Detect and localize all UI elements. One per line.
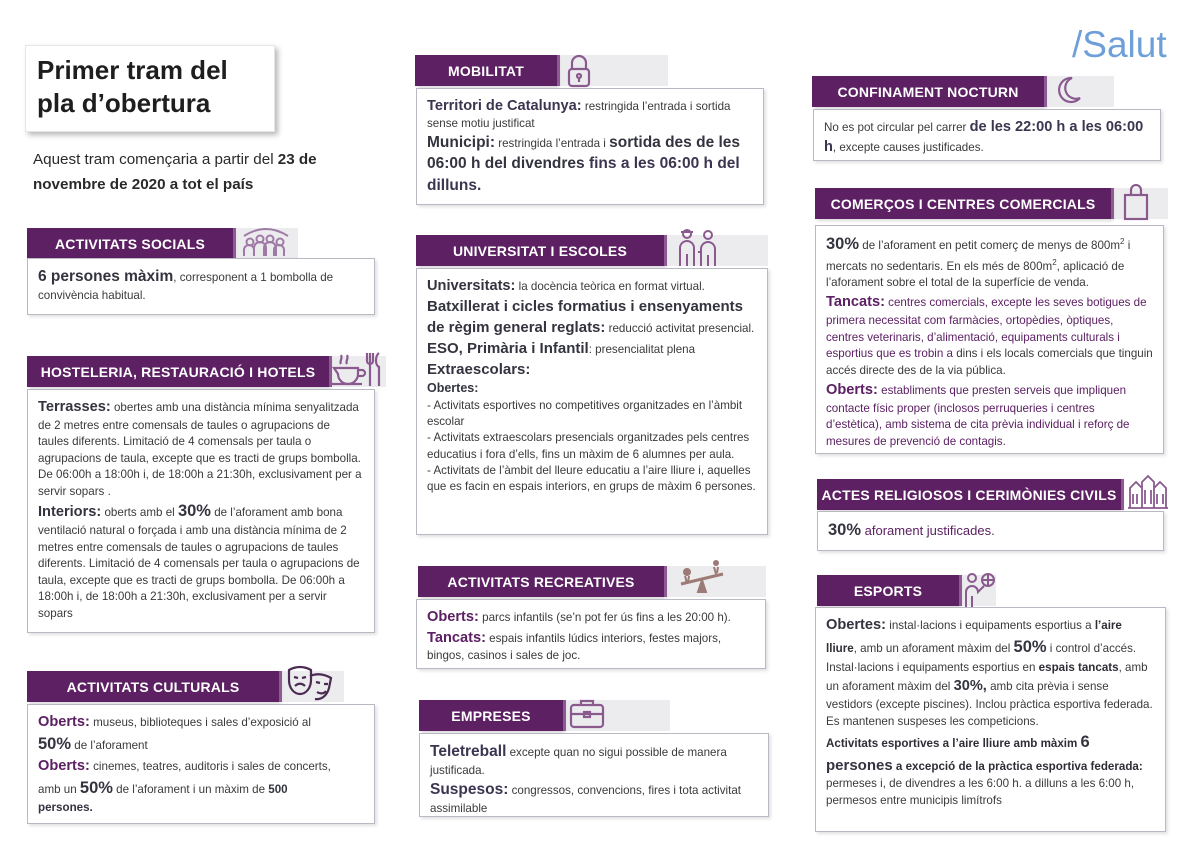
cultural-oberts2-lead: amb un — [38, 782, 80, 796]
esports-max-6: 6 — [1080, 732, 1090, 751]
esports-obertes-text: instal·lacions i equipaments esportius a — [886, 619, 1095, 632]
empreses-card — [419, 733, 769, 817]
esports-espais-tancats: espais tancats — [1038, 660, 1119, 674]
univ-item-2: - Activitats extraescolars presencials organitzades pels centres educatius i fora d’ells, fins un màxim de 6 alumnes per aula. — [427, 431, 750, 461]
comercos-card — [815, 225, 1164, 454]
salut-brand-logo: /Salut — [1072, 24, 1167, 65]
esports-text-f: permeses i, de divendres a les 6:00 h. a dilluns a les 6:00 h, permesos entre municipis limítrofs — [826, 777, 1135, 807]
cultural-oberts2-text: cinemes, teatres, auditoris i sales de concerts, — [89, 760, 331, 774]
mobilitat-card — [416, 88, 764, 205]
hostel-interiors-text-b: de l’aforament amb bona ventilació natural o forçada i amb una distància mínima de 2 metres entre comensals de taules o agrupacions de taules diferents. Limitació de 4 comensals per taula o agrupacions de taula, excepte que es tracti de grups bombolla. De 06:00h a 18:00h i, de 18:00h a 21:30h, exclusivament per a servir sopars — [38, 505, 360, 620]
recreatives-header: ACTIVITATS RECREATIVES — [418, 566, 664, 597]
intro-date: 23 de novembre de 2020 a tot el país — [33, 151, 317, 193]
univ-card — [416, 268, 768, 535]
confinament-text-a: No es pot circular pel carrer — [824, 121, 970, 134]
mobilitat-municipi-bold: sortida des de les 06:00 h del divendres — [427, 134, 741, 173]
hostel-interiors-label: Interiors: — [38, 503, 102, 520]
univ-eso-label: ESO, Primària i Infantil — [427, 340, 589, 358]
recreatives-tancats-text: espais infantils lúdics interiors, festes majors, bingos, casinos i sales de joc. — [427, 631, 722, 663]
esports-text-e: amb cita prèvia i sense vestidors (excepte piscines). Inclou pràctica esportiva federada. Es mantenen suspeses les competicions. — [826, 680, 1153, 729]
intro-text — [33, 148, 343, 197]
title-box — [25, 45, 275, 132]
empreses-teletreball-label: Teletreball — [430, 743, 507, 760]
esports-aire-lliure: l’aire lliure — [826, 619, 1122, 655]
confinament-card — [813, 109, 1161, 161]
esports-text-d: , amb un aforament màxim del — [826, 660, 1148, 694]
cultural-oberts2-label: Oberts: — [38, 758, 90, 775]
univ-item-3: - Activitats de l’àmbit del lleure educatiu a l’aire lliure i, aquelles que es facin en espais interiors, en grups de màxim 6 persones. — [427, 463, 756, 494]
cultural-oberts1-text: museus, biblioteques i sales d’exposició al — [89, 716, 311, 729]
esports-obertes-label: Obertes: — [826, 617, 887, 633]
empreses-header: EMPRESES — [419, 700, 563, 731]
religiosos-header: ACTES RELIGIOSOS I CERIMÒNIES CIVILS — [817, 479, 1121, 510]
comercos-text-a: de l’aforament en petit comerç de menys de 800m — [859, 239, 1121, 252]
esports-pct-50: 50% — [1013, 638, 1047, 656]
univ-batxillerat-text: reducció activitat presencial. — [605, 322, 755, 336]
mobilitat-territori-text: restringida l’entrada i sortida sense motiu justificat — [427, 100, 731, 131]
confinament-hours: de les 22:00 h a les 06:00 h — [824, 119, 1144, 156]
cultural-pct2: 50% — [79, 778, 113, 797]
hostel-interiors-pct: 30% — [177, 501, 211, 520]
univ-obertes-label: Obertes: — [427, 381, 479, 396]
esports-aire-lliure-max: Activitats esportives a l’aire lliure amb màxim — [826, 736, 1081, 750]
esports-header: ESPORTS — [817, 575, 959, 606]
esports-card — [815, 607, 1166, 832]
esports-pct-30: 30%, — [953, 678, 987, 695]
univ-universitats-label: Universitats: — [427, 278, 516, 294]
comercos-oberts-label: Oberts: — [826, 381, 878, 398]
comercos-sup-2: 2 — [1052, 257, 1057, 267]
recreatives-oberts-label: Oberts: — [427, 609, 479, 625]
univ-universitats-text: la docència teòrica en format virtual. — [515, 280, 705, 293]
cultural-oberts1-tail: de l’aforament — [71, 738, 148, 752]
cultural-header: ACTIVITATS CULTURALS — [27, 671, 279, 702]
mobilitat-header: MOBILITAT — [415, 55, 557, 86]
mobilitat-municipi-end: fins a les 06:00 h del dilluns. — [427, 155, 740, 194]
comercos-pct: 30% — [826, 235, 860, 253]
socials-text: , corresponent a 1 bombolla de convivència habitual. — [38, 271, 334, 302]
cultural-max-500: 500 — [268, 782, 288, 796]
socials-lead: 6 persones màxim — [38, 268, 174, 285]
hostel-terrasses-text: obertes amb una distància mínima senyalitzada de 2 metres entre comensals de taules o agrupacions de taules diferents. Limitació de 4 comensals per taula o agrupacions de taula, excepte que es tracti de grups bombolla. De 06:00h a 18:00h i, de 18:00h a 21:30h, exclusivament per a servir sopars . — [38, 401, 362, 498]
shopping-bag-icon — [1122, 184, 1150, 227]
univ-eso-text: : presencialitat plena — [588, 343, 696, 357]
mobilitat-municipi-text: restringida l’entrada i — [495, 137, 610, 151]
comercos-tancats-label: Tancats: — [826, 293, 885, 310]
esports-text-b: , amb un aforament màxim del — [853, 642, 1014, 655]
empreses-teletreball-text: excepte quan no sigui possible de manera justificada. — [430, 746, 727, 777]
univ-extraescolars-label: Extraescolars: — [427, 361, 531, 379]
cup-and-cutlery-icon — [330, 350, 384, 393]
confinament-header: CONFINAMENT NOCTURN — [812, 76, 1044, 107]
recreatives-oberts-text: parcs infantils (se’n pot fer ús fins a les 20:00 h). — [478, 611, 731, 624]
comercos-text-c: , aplicació de l’aforament sobre el total de la superfície de venda. — [826, 259, 1125, 290]
mobilitat-municipi-label: Municipi: — [427, 134, 496, 152]
hostel-interiors-text-a: oberts amb el — [101, 505, 178, 519]
hostel-card — [27, 389, 375, 633]
cultural-oberts2-mid: de l’aforament i un màxim de — [112, 782, 269, 796]
page-title-line1: Primer tram del — [37, 55, 228, 85]
recreatives-card — [416, 599, 766, 669]
recreatives-tancats-label: Tancats: — [427, 629, 486, 646]
seesaw-icon — [678, 560, 726, 601]
confinament-text-b: , excepte causes justificades. — [832, 141, 984, 155]
univ-batxillerat-label: Batxillerat i cicles formatius i ensenyaments de règim general reglats: — [427, 298, 743, 337]
cultural-persones: persones. — [38, 801, 93, 815]
univ-header: UNIVERSITAT I ESCOLES — [416, 235, 664, 266]
hostel-terrasses-label: Terrasses: — [38, 399, 111, 415]
empreses-suspesos-text: congressos, convencions, fires i tota activitat assimilable — [430, 784, 742, 816]
church-building-icon — [1126, 474, 1170, 515]
religiosos-card — [817, 511, 1164, 551]
esports-excepcio: a excepció de la pràctica esportiva federada: — [892, 759, 1143, 773]
religiosos-pct: 30% — [828, 521, 862, 539]
esports-persones: persones — [826, 756, 893, 774]
cultural-oberts1-label: Oberts: — [38, 714, 90, 730]
briefcase-icon — [568, 696, 606, 735]
socials-header: ACTIVITATS SOCIALS — [27, 228, 233, 259]
esports-text-c: i control d’accés. Instal·lacions i equipaments esportius en — [826, 642, 1137, 674]
empreses-suspesos-label: Suspesos: — [430, 781, 509, 799]
intro-lead: Aquest tram començaria a partir del — [33, 151, 278, 168]
religiosos-text: aforament justificades. — [861, 523, 995, 538]
comercos-header: COMERÇOS I CENTRES COMERCIALS — [815, 188, 1111, 219]
cultural-card — [27, 704, 375, 824]
mobilitat-territori-label: Territori de Catalunya: — [427, 98, 582, 114]
moon-icon — [1052, 74, 1084, 111]
page-title-line2: pla d’obertura — [37, 87, 211, 118]
socials-card — [27, 258, 375, 315]
comercos-text-b: i mercats no sedentaris. En els més de 800m — [826, 239, 1131, 273]
theatre-masks-icon — [286, 664, 334, 709]
comercos-oberts-text: establiments que presten serveis que impliquen contacte físic proper (inclosos perruqueries i centres d’estètica), amb sistema de cita prèvia individual i reforç de mesures de prevenció de contagis. — [826, 383, 1130, 449]
univ-item-1: - Activitats esportives no competitives organitzades en l’àmbit escolar — [427, 398, 743, 429]
comercos-tancats-text-a: centres comercials, excepte les seves botigues de primera necessitat com farmàcies, ortopèdies, òptiques, centres veterinaris, d’alimentació, equipaments culturals i esportius que es trobin a — [826, 295, 1147, 361]
comercos-sup-1: 2 — [1120, 237, 1125, 247]
hostel-header: HOSTELERIA, RESTAURACIÓ I HOTELS — [27, 356, 329, 387]
comercos-tancats-text-b: dins i els locals comercials que tinguin accés directe des de la via pública. — [826, 347, 1153, 378]
cultural-pct1: 50% — [38, 734, 72, 753]
